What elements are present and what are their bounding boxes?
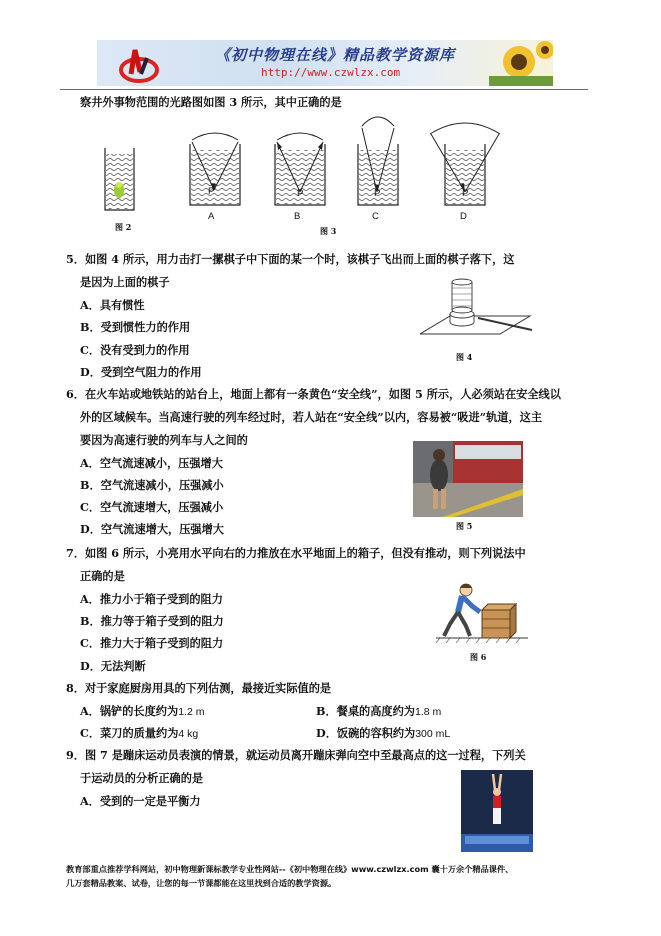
fig7-trampoline-photo	[461, 770, 533, 852]
site-logo	[117, 44, 161, 84]
option-label-c: C	[372, 211, 379, 222]
q8-option-c-text: C．菜刀的质量约为	[80, 726, 179, 740]
fig6-caption: 图 6	[470, 652, 487, 662]
q6-line-2: 外的区域候车。当高速行驶的列车经过时，若人站在“安全线”以内，容易被“吸进”轨道，这主	[80, 410, 543, 424]
q7-line-2: 正确的是	[80, 569, 125, 583]
q8-option-c-value: 4 kg	[178, 728, 199, 740]
q7-option-a[interactable]: A．推力小于箱子受到的阻力	[80, 592, 223, 606]
fig3-option-a	[190, 133, 240, 205]
q6-option-d[interactable]: D．空气流速增大，压强增大	[80, 522, 224, 536]
q5-line-2: 是因为上面的棋子	[80, 275, 170, 289]
q7-option-b[interactable]: B．推力等于箱子受到的阻力	[80, 614, 224, 628]
q5-option-c[interactable]: C．没有受到力的作用	[80, 343, 190, 357]
point-label-a: P	[208, 186, 215, 197]
q9-line-2: 于运动员的分析正确的是	[80, 771, 204, 785]
footer-line-1: 教育部重点推荐学科网站，初中物理新课标教学专业性网站--《初中物理在线》www.czwlzx.com 囊十万余个精品课件、	[66, 864, 514, 874]
q6-option-b[interactable]: B．空气流速减小，压强减小	[80, 478, 224, 492]
fig4-caption: 图 4	[456, 352, 473, 362]
q9-option-a[interactable]: A．受到的一定是平衡力	[80, 794, 201, 808]
figure-3-diagrams	[100, 112, 500, 227]
fig5-caption: 图 5	[456, 521, 473, 531]
fig5-platform-photo	[413, 441, 523, 517]
banner-url: http://www.czwlzx.com	[261, 66, 401, 79]
q8-option-b[interactable]	[316, 703, 441, 719]
option-label-d: D	[460, 211, 467, 222]
q8-option-b-text: B．餐桌的高度约为	[316, 704, 415, 718]
intro-line: 察井外事物范围的光路图如图 3 所示，其中正确的是	[80, 95, 342, 109]
q8-option-d[interactable]	[316, 725, 450, 741]
header-rule	[60, 89, 588, 90]
point-label-d: P	[462, 188, 469, 199]
q8-line: 8．对于家庭厨房用具的下列估测，最接近实际值的是	[66, 681, 332, 695]
q8-option-c[interactable]	[80, 725, 198, 741]
q8-option-d-text: D．饭碗的容积约为	[316, 726, 416, 740]
q8-option-a-value: 1.2 m	[178, 706, 205, 718]
banner-title: 《初中物理在线》精品教学资源库	[215, 46, 456, 64]
q8-option-b-value: 1.8 m	[414, 706, 442, 718]
sunflower-image	[489, 40, 553, 86]
q6-line-1: 6．在火车站或地铁站的站台上，地面上都有一条黄色“安全线”，如图 5 所示，人必须站在安全线以	[66, 387, 561, 401]
point-label-b: P	[297, 188, 304, 199]
footer-line-2: 几万套精品教案、试卷，让您的每一节课都能在这里找到合适的教学资源。	[66, 878, 337, 888]
q5-option-a[interactable]: A．具有惯性	[80, 298, 145, 312]
q8-option-a[interactable]	[80, 703, 204, 719]
q7-line-1: 7．如图 6 所示，小亮用水平向右的力推放在水平地面上的箱子，但没有推动，则下列说法中	[66, 546, 526, 560]
q6-option-c[interactable]: C．空气流速增大，压强减小	[80, 500, 224, 514]
q8-option-a-text: A．锅铲的长度约为	[80, 704, 179, 718]
q7-option-c[interactable]: C．推力大于箱子受到的阻力	[80, 636, 224, 650]
q6-line-3: 要因为高速行驶的列车与人之间的	[80, 433, 248, 447]
option-label-a: A	[208, 211, 215, 222]
header-banner	[97, 40, 553, 86]
q9-line-1: 9．图 7 是蹦床运动员表演的情景，就运动员离开蹦床弹向空中至最高点的这一过程，下列关	[66, 748, 526, 762]
option-label-b: B	[294, 211, 301, 222]
q5-line-1: 5．如图 4 所示，用力击打一摞棋子中下面的某一个时，该棋子飞出而上面的棋子落下，这	[66, 252, 515, 266]
q6-option-a[interactable]: A．空气流速减小，压强增大	[80, 456, 223, 470]
q5-option-b[interactable]: B．受到惯性力的作用	[80, 320, 191, 334]
q5-option-d[interactable]: D．受到空气阻力的作用	[80, 365, 202, 379]
fig2-beaker	[105, 148, 134, 210]
fig3-caption: 图 3	[320, 226, 337, 236]
q8-option-d-value: 300 mL	[415, 728, 451, 740]
fig2-caption: 图 2	[115, 222, 132, 232]
point-label-c: P	[374, 188, 381, 199]
fig4-chess-stack	[420, 276, 540, 348]
fig6-pushing-box	[436, 572, 528, 644]
q7-option-d[interactable]: D．无法判断	[80, 659, 146, 673]
